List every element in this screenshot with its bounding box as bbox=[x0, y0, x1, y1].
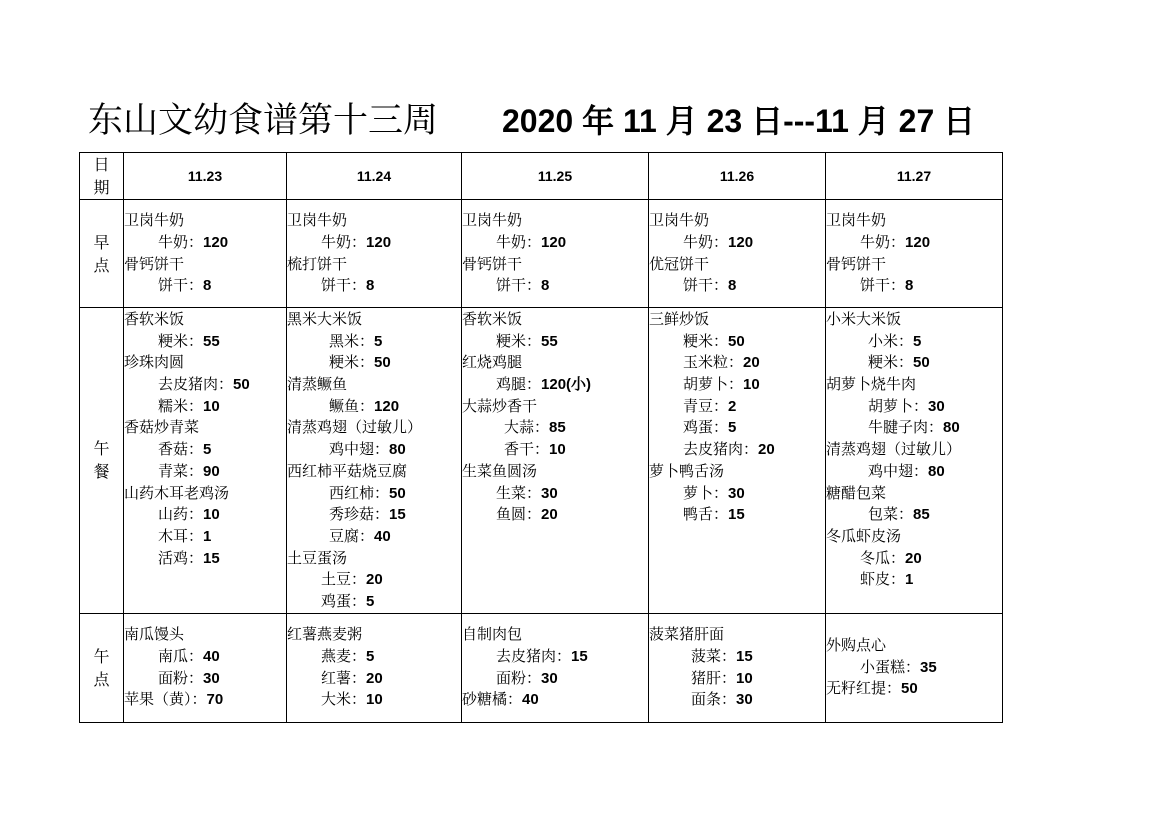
ingredient-quantity: 15 bbox=[571, 647, 588, 665]
ingredient-quantity: 120 bbox=[728, 233, 754, 251]
day-header: 11.27 bbox=[826, 153, 1003, 200]
dish-label: 无籽红提： bbox=[826, 679, 902, 698]
ingredient-line bbox=[826, 331, 1002, 353]
ingredient-name: 虾皮： bbox=[860, 570, 906, 589]
dish-name bbox=[826, 526, 1002, 548]
menu-cell bbox=[462, 200, 649, 308]
ingredient-line bbox=[287, 352, 461, 374]
ingredient-line bbox=[287, 483, 461, 505]
ingredient-line bbox=[287, 275, 461, 297]
day-header: 11.23 bbox=[124, 153, 287, 200]
ingredient-line bbox=[462, 504, 648, 526]
menu-cell bbox=[462, 613, 649, 722]
ingredient-line bbox=[826, 275, 1002, 297]
menu-cell bbox=[649, 200, 826, 308]
ingredient-name: 鸡中翅： bbox=[868, 461, 929, 480]
ingredient-quantity: 35 bbox=[920, 658, 937, 676]
ingredient-name: 大米： bbox=[321, 690, 367, 709]
ingredient-quantity: 120 bbox=[541, 233, 567, 251]
ingredient-name: 牛奶： bbox=[683, 232, 729, 251]
ingredient-quantity: 8 bbox=[541, 277, 550, 295]
ingredient-line bbox=[826, 504, 1002, 526]
dish-name bbox=[287, 210, 461, 232]
ingredient-name: 冬瓜： bbox=[860, 548, 906, 567]
ingredient-name: 粳米： bbox=[158, 331, 204, 350]
dish-label: 萝卜鸭舌汤 bbox=[649, 461, 725, 480]
dish-label: 胡萝卜烧牛肉 bbox=[826, 375, 917, 394]
dish-label: 卫岗牛奶 bbox=[124, 211, 185, 230]
ingredient-name: 饼干： bbox=[860, 276, 906, 295]
dish-label: 外购点心 bbox=[826, 636, 887, 655]
ingredient-line bbox=[649, 232, 825, 254]
dish-name bbox=[826, 439, 1002, 461]
weekly-menu-table bbox=[79, 152, 1003, 723]
ingredient-name: 生菜： bbox=[496, 483, 542, 502]
ingredient-line bbox=[462, 483, 648, 505]
ingredient-quantity: 50 bbox=[728, 332, 745, 350]
ingredient-quantity: 20 bbox=[905, 549, 922, 567]
ingredient-name: 鳜鱼： bbox=[329, 396, 375, 415]
ingredient-quantity: 30 bbox=[203, 669, 220, 687]
menu-cell bbox=[826, 200, 1003, 308]
ingredient-quantity: 120(小) bbox=[541, 376, 592, 394]
ingredient-line bbox=[649, 374, 825, 396]
ingredient-quantity: 5 bbox=[374, 332, 383, 350]
ingredient-quantity: 55 bbox=[541, 332, 558, 350]
ingredient-quantity: 85 bbox=[549, 419, 566, 437]
ingredient-line bbox=[124, 331, 286, 353]
ingredient-line bbox=[124, 526, 286, 548]
dish-label: 骨钙饼干 bbox=[826, 254, 887, 273]
ingredient-name: 燕麦： bbox=[321, 646, 367, 665]
ingredient-quantity: 10 bbox=[743, 376, 760, 394]
ingredient-line bbox=[124, 374, 286, 396]
ingredient-line bbox=[124, 275, 286, 297]
ingredient-line bbox=[826, 548, 1002, 570]
row-label-lunch: 午 餐 bbox=[80, 308, 124, 614]
menu-cell bbox=[124, 308, 287, 614]
ingredient-name: 小蛋糕： bbox=[860, 657, 921, 676]
ingredient-line bbox=[649, 417, 825, 439]
ingredient-line bbox=[287, 232, 461, 254]
ingredient-quantity: 8 bbox=[203, 277, 212, 295]
ingredient-quantity: 5 bbox=[366, 592, 375, 610]
dish-label: 砂糖橘： bbox=[462, 690, 523, 709]
dish-name bbox=[287, 548, 461, 570]
ingredient-line bbox=[287, 439, 461, 461]
breakfast-row bbox=[80, 200, 1003, 308]
ingredient-line bbox=[287, 504, 461, 526]
ingredient-line bbox=[649, 352, 825, 374]
ingredient-quantity: 50 bbox=[389, 484, 406, 502]
ingredient-line bbox=[124, 668, 286, 690]
ingredient-line bbox=[287, 646, 461, 668]
dish-name bbox=[287, 374, 461, 396]
menu-cell bbox=[287, 308, 462, 614]
ingredient-quantity: 15 bbox=[389, 506, 406, 524]
ingredient-line bbox=[124, 504, 286, 526]
dish-quantity: 40 bbox=[522, 691, 539, 709]
ingredient-name: 南瓜： bbox=[158, 646, 204, 665]
dish-name bbox=[462, 352, 648, 374]
ingredient-quantity: 10 bbox=[366, 691, 383, 709]
ingredient-name: 玉米粒： bbox=[683, 353, 744, 372]
ingredient-name: 鸡腿： bbox=[496, 375, 542, 394]
ingredient-line bbox=[826, 657, 1002, 679]
ingredient-name: 饼干： bbox=[321, 276, 367, 295]
ingredient-name: 小米： bbox=[868, 331, 914, 350]
dish-label: 糖醋包菜 bbox=[826, 483, 887, 502]
ingredient-quantity: 5 bbox=[913, 332, 922, 350]
dish-label: 梳打饼干 bbox=[287, 254, 348, 273]
ingredient-line bbox=[462, 668, 648, 690]
ingredient-name: 土豆： bbox=[321, 570, 367, 589]
dish-label: 卫岗牛奶 bbox=[649, 211, 710, 230]
dish-name bbox=[826, 210, 1002, 232]
dish-name bbox=[649, 254, 825, 276]
menu-cell bbox=[124, 613, 287, 722]
ingredient-name: 饼干： bbox=[496, 276, 542, 295]
ingredient-name: 粳米： bbox=[496, 331, 542, 350]
dish-name bbox=[462, 210, 648, 232]
ingredient-quantity: 15 bbox=[736, 647, 753, 665]
dish-label: 山药木耳老鸡汤 bbox=[124, 483, 230, 502]
ingredient-name: 黑米： bbox=[329, 331, 375, 350]
ingredient-line bbox=[287, 689, 461, 711]
ingredient-name: 红薯： bbox=[321, 668, 367, 687]
ingredient-line bbox=[124, 646, 286, 668]
ingredient-name: 萝卜： bbox=[683, 483, 729, 502]
day-header: 11.25 bbox=[462, 153, 649, 200]
ingredient-line bbox=[826, 569, 1002, 591]
ingredient-line bbox=[649, 483, 825, 505]
day-header: 11.26 bbox=[649, 153, 826, 200]
menu-cell bbox=[649, 613, 826, 722]
ingredient-line bbox=[649, 668, 825, 690]
ingredient-line bbox=[649, 646, 825, 668]
ingredient-line bbox=[124, 461, 286, 483]
ingredient-quantity: 80 bbox=[389, 441, 406, 459]
ingredient-quantity: 20 bbox=[541, 506, 558, 524]
ingredient-quantity: 10 bbox=[203, 397, 220, 415]
ingredient-name: 去皮猪肉： bbox=[496, 646, 572, 665]
ingredient-line bbox=[649, 689, 825, 711]
ingredient-quantity: 90 bbox=[203, 462, 220, 480]
dish-label: 南瓜馒头 bbox=[124, 625, 185, 644]
ingredient-quantity: 30 bbox=[928, 397, 945, 415]
menu-cell bbox=[124, 200, 287, 308]
menu-cell bbox=[462, 308, 649, 614]
dish-name bbox=[287, 624, 461, 646]
dish-label: 骨钙饼干 bbox=[462, 254, 523, 273]
ingredient-line bbox=[462, 275, 648, 297]
dish-label: 优冠饼干 bbox=[649, 254, 710, 273]
ingredient-name: 面粉： bbox=[158, 668, 204, 687]
dish-label: 红薯燕麦粥 bbox=[287, 625, 363, 644]
lunch-row bbox=[80, 308, 1003, 614]
ingredient-line bbox=[826, 396, 1002, 418]
ingredient-quantity: 10 bbox=[203, 506, 220, 524]
ingredient-line bbox=[287, 331, 461, 353]
ingredient-quantity: 8 bbox=[905, 277, 914, 295]
ingredient-name: 牛奶： bbox=[860, 232, 906, 251]
ingredient-name: 饼干： bbox=[683, 276, 729, 295]
ingredient-quantity: 40 bbox=[203, 647, 220, 665]
ingredient-name: 面粉： bbox=[496, 668, 542, 687]
dish-name bbox=[649, 624, 825, 646]
dish-label: 小米大米饭 bbox=[826, 310, 902, 328]
dish-name bbox=[462, 689, 648, 711]
date-range: 2020 年 11 月 23 日---11 月 27 日 bbox=[502, 103, 976, 139]
ingredient-quantity: 5 bbox=[728, 419, 737, 437]
dish-label: 红烧鸡腿 bbox=[462, 353, 523, 372]
ingredient-quantity: 5 bbox=[366, 647, 375, 665]
dish-label: 香软米饭 bbox=[462, 310, 523, 328]
menu-cell bbox=[826, 308, 1003, 614]
dish-name bbox=[287, 417, 461, 439]
dish-name bbox=[826, 309, 1002, 331]
dish-label: 清蒸鸡翅（过敏儿） bbox=[287, 418, 423, 437]
ingredient-quantity: 50 bbox=[374, 354, 391, 372]
ingredient-quantity: 120 bbox=[203, 233, 229, 251]
menu-cell bbox=[287, 200, 462, 308]
ingredient-name: 青菜： bbox=[158, 461, 204, 480]
dish-name bbox=[287, 309, 461, 331]
ingredient-quantity: 15 bbox=[728, 506, 745, 524]
ingredient-line bbox=[462, 331, 648, 353]
ingredient-name: 鸡蛋： bbox=[683, 418, 729, 437]
dish-label: 清蒸鸡翅（过敏儿） bbox=[826, 440, 962, 459]
dish-name bbox=[462, 396, 648, 418]
ingredient-quantity: 8 bbox=[728, 277, 737, 295]
header-row bbox=[80, 153, 1003, 200]
ingredient-line bbox=[287, 591, 461, 613]
ingredient-quantity: 20 bbox=[758, 441, 775, 459]
ingredient-line bbox=[124, 396, 286, 418]
ingredient-name: 饼干： bbox=[158, 276, 204, 295]
ingredient-name: 菠菜： bbox=[691, 646, 737, 665]
dish-label: 西红柿平菇烧豆腐 bbox=[287, 461, 408, 480]
menu-cell bbox=[287, 613, 462, 722]
dish-label: 冬瓜虾皮汤 bbox=[826, 526, 902, 545]
ingredient-quantity: 50 bbox=[913, 354, 930, 372]
dish-label: 清蒸鳜鱼 bbox=[287, 375, 348, 394]
ingredient-name: 糯米： bbox=[158, 396, 204, 415]
ingredient-name: 面条： bbox=[691, 690, 737, 709]
ingredient-quantity: 85 bbox=[913, 506, 930, 524]
ingredient-name: 香菇： bbox=[158, 440, 204, 459]
ingredient-name: 鸡蛋： bbox=[321, 591, 367, 610]
dish-label: 卫岗牛奶 bbox=[462, 211, 523, 230]
ingredient-name: 活鸡： bbox=[158, 548, 204, 567]
ingredient-quantity: 30 bbox=[541, 484, 558, 502]
ingredient-line bbox=[124, 232, 286, 254]
dish-label: 珍珠肉圆 bbox=[124, 353, 185, 372]
dish-name bbox=[649, 210, 825, 232]
ingredient-line bbox=[124, 548, 286, 570]
ingredient-name: 木耳： bbox=[158, 526, 204, 545]
ingredient-name: 豆腐： bbox=[329, 526, 375, 545]
dish-label: 三鲜炒饭 bbox=[649, 310, 710, 328]
ingredient-name: 粳米： bbox=[683, 331, 729, 350]
ingredient-name: 去皮猪肉： bbox=[158, 375, 234, 394]
dish-name bbox=[462, 254, 648, 276]
dish-name bbox=[649, 461, 825, 483]
menu-title: 东山文幼食谱第十三周 bbox=[88, 101, 439, 141]
ingredient-name: 牛腱子肉： bbox=[868, 418, 944, 437]
ingredient-line bbox=[287, 668, 461, 690]
ingredient-line bbox=[826, 461, 1002, 483]
snack-row bbox=[80, 613, 1003, 722]
dish-name bbox=[124, 417, 286, 439]
day-header: 11.24 bbox=[287, 153, 462, 200]
ingredient-name: 牛奶： bbox=[158, 232, 204, 251]
dish-label: 黑米大米饭 bbox=[287, 310, 363, 328]
ingredient-line bbox=[826, 417, 1002, 439]
ingredient-quantity: 120 bbox=[366, 233, 392, 251]
ingredient-line bbox=[649, 275, 825, 297]
dish-name bbox=[462, 624, 648, 646]
ingredient-line bbox=[649, 396, 825, 418]
dish-name bbox=[826, 254, 1002, 276]
menu-cell bbox=[826, 613, 1003, 722]
dish-name bbox=[462, 461, 648, 483]
ingredient-quantity: 30 bbox=[728, 484, 745, 502]
ingredient-line bbox=[462, 646, 648, 668]
ingredient-line bbox=[649, 504, 825, 526]
row-label-date: 日 期 bbox=[80, 153, 124, 200]
ingredient-name: 秀珍菇： bbox=[329, 505, 390, 524]
dish-name bbox=[826, 483, 1002, 505]
ingredient-quantity: 120 bbox=[374, 397, 400, 415]
ingredient-name: 包菜： bbox=[868, 505, 914, 524]
ingredient-quantity: 20 bbox=[366, 571, 383, 589]
dish-quantity: 70 bbox=[206, 691, 224, 709]
dish-name bbox=[287, 254, 461, 276]
ingredient-name: 西红柿： bbox=[329, 483, 390, 502]
ingredient-quantity: 80 bbox=[928, 462, 945, 480]
dish-label: 自制肉包 bbox=[462, 625, 523, 644]
dish-label: 骨钙饼干 bbox=[124, 254, 185, 273]
ingredient-name: 鸡中翅： bbox=[329, 440, 390, 459]
row-label-snack: 午 点 bbox=[80, 613, 124, 722]
ingredient-quantity: 1 bbox=[905, 571, 914, 589]
dish-label: 香菇炒青菜 bbox=[124, 418, 200, 437]
ingredient-name: 牛奶： bbox=[321, 232, 367, 251]
ingredient-quantity: 50 bbox=[233, 376, 250, 394]
ingredient-line bbox=[287, 569, 461, 591]
dish-name bbox=[124, 352, 286, 374]
ingredient-line bbox=[826, 352, 1002, 374]
ingredient-quantity: 120 bbox=[905, 233, 931, 251]
ingredient-quantity: 30 bbox=[736, 691, 753, 709]
ingredient-quantity: 15 bbox=[203, 549, 220, 567]
dish-name bbox=[287, 461, 461, 483]
ingredient-quantity: 1 bbox=[203, 527, 212, 545]
ingredient-quantity: 55 bbox=[203, 332, 220, 350]
ingredient-line bbox=[826, 232, 1002, 254]
dish-label: 菠菜猪肝面 bbox=[649, 625, 725, 644]
ingredient-quantity: 5 bbox=[203, 441, 212, 459]
ingredient-name: 大蒜： bbox=[504, 418, 550, 437]
ingredient-quantity: 40 bbox=[374, 527, 391, 545]
menu-cell bbox=[649, 308, 826, 614]
ingredient-name: 胡萝卜： bbox=[683, 375, 744, 394]
ingredient-line bbox=[462, 374, 648, 396]
dish-label: 香软米饭 bbox=[124, 310, 185, 328]
ingredient-quantity: 20 bbox=[743, 354, 760, 372]
ingredient-quantity: 8 bbox=[366, 277, 375, 295]
ingredient-line bbox=[287, 396, 461, 418]
ingredient-name: 鸭舌： bbox=[683, 505, 729, 524]
ingredient-name: 山药： bbox=[158, 505, 204, 524]
ingredient-quantity: 80 bbox=[943, 419, 960, 437]
ingredient-quantity: 20 bbox=[366, 669, 383, 687]
dish-name bbox=[826, 635, 1002, 657]
ingredient-line bbox=[287, 526, 461, 548]
dish-name bbox=[124, 210, 286, 232]
ingredient-name: 胡萝卜： bbox=[868, 396, 929, 415]
dish-name bbox=[124, 309, 286, 331]
ingredient-name: 去皮猪肉： bbox=[683, 440, 759, 459]
ingredient-quantity: 10 bbox=[549, 441, 566, 459]
ingredient-line bbox=[462, 439, 648, 461]
dish-name bbox=[826, 678, 1002, 700]
dish-name bbox=[462, 309, 648, 331]
ingredient-line bbox=[462, 417, 648, 439]
dish-label: 苹果（黄）： bbox=[124, 690, 207, 709]
ingredient-name: 粳米： bbox=[329, 353, 375, 372]
dish-name bbox=[826, 374, 1002, 396]
row-label-breakfast: 早 点 bbox=[80, 200, 124, 308]
ingredient-quantity: 10 bbox=[736, 669, 753, 687]
ingredient-name: 牛奶： bbox=[496, 232, 542, 251]
ingredient-line bbox=[649, 331, 825, 353]
ingredient-quantity: 2 bbox=[728, 397, 737, 415]
dish-label: 卫岗牛奶 bbox=[826, 211, 887, 230]
dish-name bbox=[124, 254, 286, 276]
dish-name bbox=[124, 689, 286, 711]
dish-label: 大蒜炒香干 bbox=[462, 396, 538, 415]
ingredient-name: 猪肝： bbox=[691, 668, 737, 687]
ingredient-line bbox=[462, 232, 648, 254]
ingredient-line bbox=[649, 439, 825, 461]
dish-label: 生菜鱼圆汤 bbox=[462, 461, 538, 480]
ingredient-line bbox=[124, 439, 286, 461]
ingredient-name: 香干： bbox=[504, 440, 550, 459]
dish-label: 土豆蛋汤 bbox=[287, 548, 348, 567]
dish-label: 卫岗牛奶 bbox=[287, 211, 348, 230]
ingredient-name: 鱼圆： bbox=[496, 505, 542, 524]
ingredient-name: 青豆： bbox=[683, 396, 729, 415]
dish-name bbox=[124, 624, 286, 646]
dish-name bbox=[124, 483, 286, 505]
ingredient-name: 粳米： bbox=[868, 353, 914, 372]
dish-quantity: 50 bbox=[901, 680, 918, 698]
dish-name bbox=[649, 309, 825, 331]
ingredient-quantity: 30 bbox=[541, 669, 558, 687]
